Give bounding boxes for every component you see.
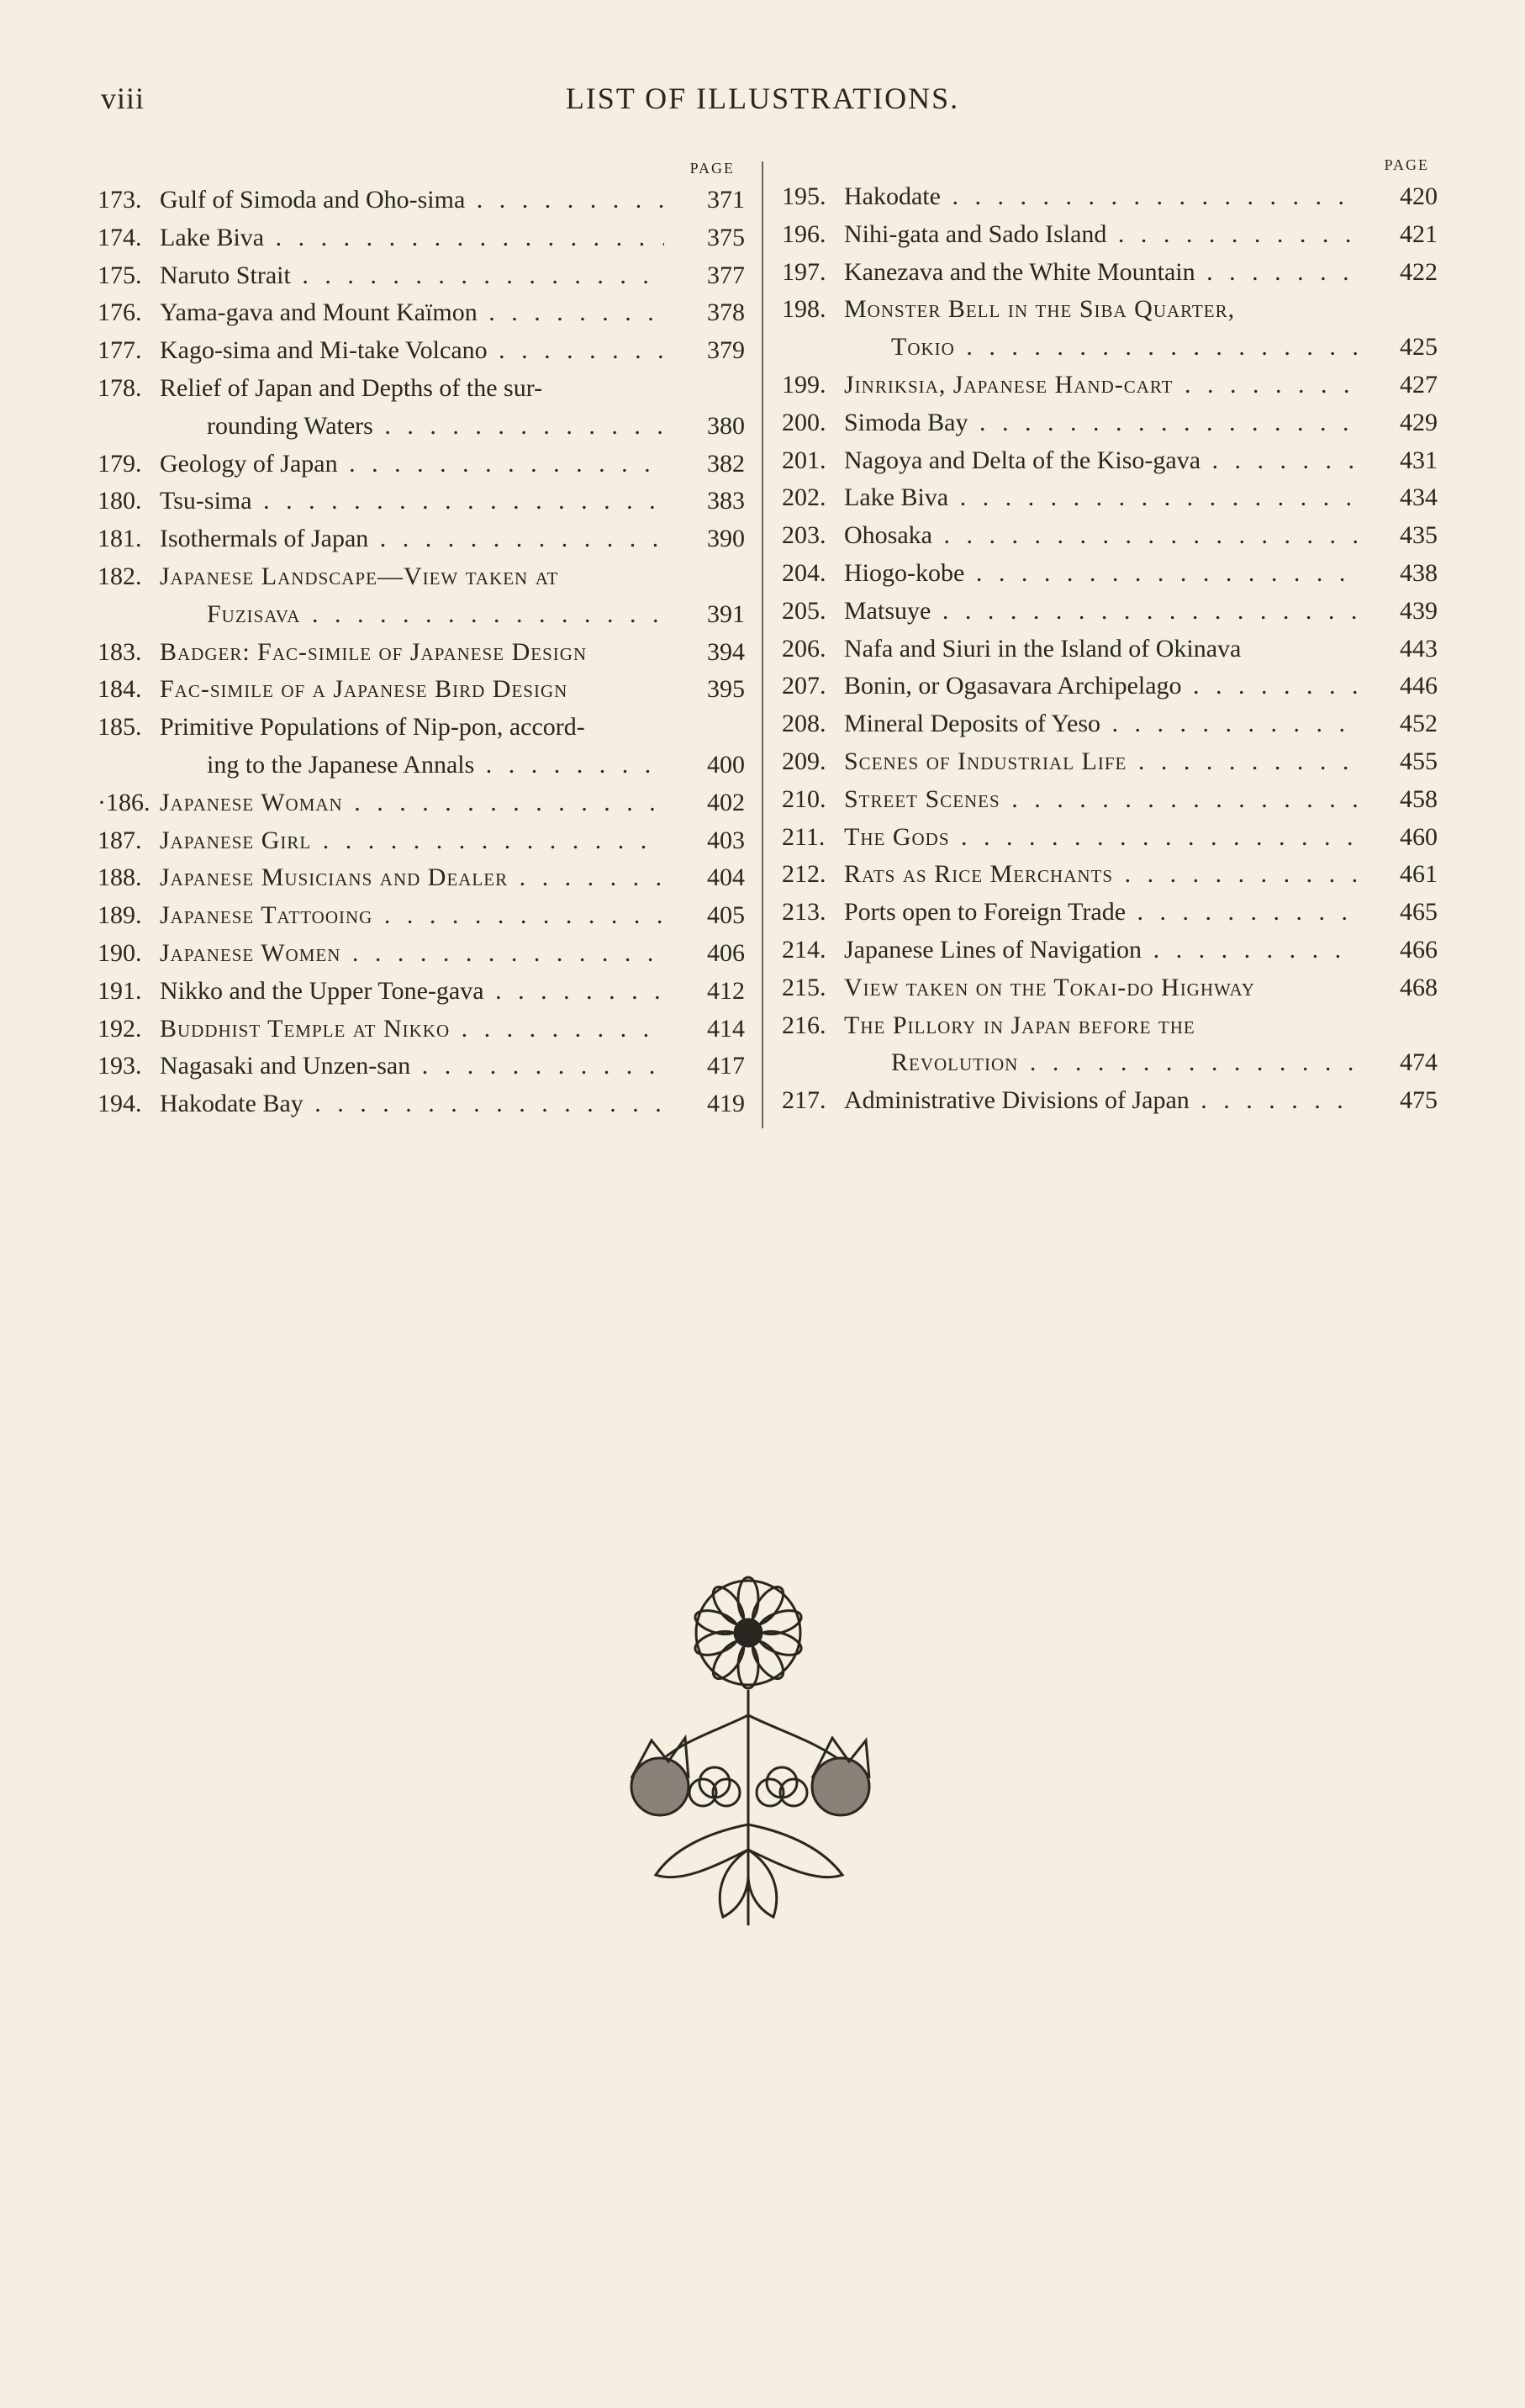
illustration-entry [98,219,745,257]
entry-page: 461 [1400,860,1438,889]
entry-number: 173. [98,186,142,214]
entry-number: 177. [98,336,142,365]
entry-page: 460 [1400,822,1438,851]
illustration-entry [98,370,745,446]
entry-title: Japanese Woman . . . [160,784,664,822]
illustration-entry [98,294,745,332]
illustration-entry [98,671,745,709]
entry-page: 404 [707,863,745,892]
entry-title-continued: Tokio . . . [891,329,1357,367]
entry-title: Japanese Musicians and Dealer . . . [160,859,664,897]
entry-number: 203. [782,521,826,550]
entry-title: Nafa and Siuri in the Island of Okinava [844,634,1242,663]
entry-number: 205. [782,596,826,625]
entry-page: 420 [1400,182,1438,210]
entry-title: Monster Bell in the Siba Quarter, [844,295,1236,324]
entry-title: View taken on the Tokai-do Highway [844,973,1255,1001]
entry-title-continued: Fuzisava . . . [207,596,664,634]
entry-number: 196. [782,219,826,248]
entry-page: 468 [1400,973,1438,1001]
entry-page: 452 [1400,710,1438,738]
entry-title: Nagasaki and Unzen-san . . . [160,1048,664,1085]
illustration-entry [782,216,1438,254]
entry-title: Japanese Lines of Navigation . . . [844,932,1357,969]
illustration-entry [782,593,1438,631]
entry-page: 402 [707,788,745,816]
illustration-entry [782,404,1438,442]
illustration-entry [782,932,1438,969]
illustration-entry [782,479,1438,517]
entry-number: 208. [782,710,826,738]
entry-number: 188. [98,863,142,892]
entry-title: Tsu-sima . . . [160,483,664,520]
entry-page: 412 [707,976,745,1005]
entry-number: 183. [98,637,142,666]
entry-title: Lake Biva . . . [160,219,664,257]
entry-title: Rats as Rice Merchants . . . [844,856,1357,894]
entry-page: 378 [707,298,745,327]
entry-page: 455 [1400,747,1438,775]
entry-number: 193. [98,1052,142,1080]
illustration-entry [98,1085,745,1123]
entry-number: 209. [782,747,826,775]
entry-number: 201. [782,446,826,474]
illustration-entry [98,446,745,483]
entry-title: Buddhist Temple at Nikko . . . [160,1011,664,1048]
entry-page: 435 [1400,521,1438,550]
illustration-entry [782,1007,1438,1083]
entry-page: 429 [1400,408,1438,436]
illustration-entry [98,1048,745,1085]
entry-title: Japanese Landscape—View taken at [160,562,559,590]
entry-page: 419 [707,1090,745,1118]
entry-page: 394 [707,637,745,666]
entry-number: 212. [782,860,826,889]
entry-number: 213. [782,898,826,927]
illustration-entry [98,973,745,1011]
illustration-entry [782,367,1438,404]
entry-page: 377 [707,261,745,289]
entry-title-continued: ing to the Japanese Annals . . . [207,747,664,784]
illustration-entry [782,743,1438,781]
entry-page: 475 [1400,1086,1438,1115]
illustration-list-right [782,156,1438,1120]
entry-number: 206. [782,634,826,663]
entry-number: 195. [782,182,826,210]
entry-page: 466 [1400,935,1438,964]
illustration-entry [782,631,1438,668]
entry-page: 446 [1400,672,1438,700]
entry-title: The Pillory in Japan before the [844,1011,1195,1039]
entry-page: 439 [1400,596,1438,625]
entry-number: 202. [782,483,826,512]
page-column-label: PAGE [689,160,735,177]
entry-title: Japanese Tattooing . . . [160,897,664,935]
entry-number: 194. [98,1090,142,1118]
entry-title: Simoda Bay . . . [844,404,1357,442]
entry-number: 199. [782,370,826,399]
entry-number: 200. [782,408,826,436]
page-number: viii [101,82,145,115]
illustration-entry [782,781,1438,819]
entry-title: Isothermals of Japan . . . [160,520,664,558]
illustration-entry [98,822,745,860]
entry-title: Bonin, or Ogasavara Archipelago . . . [844,668,1357,705]
illustration-entry [98,257,745,295]
entry-page: 391 [707,599,745,628]
entry-title: Mineral Deposits of Yeso . . . [844,705,1357,743]
illustration-entry [782,291,1438,367]
entry-number: ·186. [98,788,150,816]
entry-title-continued: rounding Waters . . . [207,408,664,446]
entry-page: 395 [707,675,745,704]
entry-page: 383 [707,487,745,515]
entry-title: The Gods . . . [844,819,1357,857]
entry-page: 422 [1400,257,1438,286]
entry-title-continued: Revolution . . . [891,1044,1357,1082]
entry-number: 214. [782,935,826,964]
illustration-entry [782,668,1438,705]
entry-number: 179. [98,449,142,478]
page-column-label: PAGE [1384,156,1429,173]
entry-title: Jinriksia, Japanese Hand-cart . . . [844,367,1357,404]
entry-title: Kago-sima and Mi-take Volcano . . . [160,332,664,370]
entry-page: 379 [707,336,745,365]
entry-page: 417 [707,1052,745,1080]
entry-number: 216. [782,1011,826,1039]
entry-title: Nihi-gata and Sado Island . . . [844,216,1357,254]
illustration-entry [98,483,745,520]
entry-number: 190. [98,938,142,967]
entry-title: Badger: Fac-simile of Japanese Design [160,637,588,666]
column-divider [762,161,763,1128]
entry-number: 187. [98,826,142,854]
entry-page: 458 [1400,784,1438,813]
entry-number: 174. [98,223,142,251]
illustration-entry [98,182,745,219]
entry-page: 375 [707,223,745,251]
entry-page: 465 [1400,898,1438,927]
illustration-entry [782,1082,1438,1120]
entry-number: 210. [782,784,826,813]
illustration-entry [782,517,1438,555]
entry-page: 438 [1400,558,1438,587]
entry-page: 400 [707,750,745,779]
entry-number: 192. [98,1014,142,1043]
illustration-entry [782,894,1438,932]
illustration-entry [782,969,1438,1007]
entry-page: 421 [1400,219,1438,248]
entry-title: Hakodate Bay . . . [160,1085,664,1123]
entry-number: 178. [98,373,142,402]
illustration-entry [782,254,1438,292]
entry-number: 215. [782,973,826,1001]
entry-title: Primitive Populations of Nip-pon, accord- [160,713,585,742]
entry-number: 182. [98,562,142,590]
entry-number: 176. [98,298,142,327]
entry-number: 185. [98,713,142,742]
entry-number: 211. [782,822,826,851]
entry-title: Lake Biva . . . [844,479,1357,517]
entry-page: 443 [1400,634,1438,663]
floral-ornament [622,1572,900,1934]
running-title: LIST OF ILLUSTRATIONS. [565,82,960,115]
illustration-entry [98,520,745,558]
entry-page: 474 [1400,1048,1438,1077]
entry-title: Kanezava and the White Mountain . . . [844,254,1357,292]
illustration-entry [782,178,1438,216]
entry-page: 371 [707,186,745,214]
entry-title: Ohosaka . . . [844,517,1357,555]
entry-page: 414 [707,1014,745,1043]
entry-page: 406 [707,938,745,967]
entry-title: Japanese Women . . . [160,935,664,973]
entry-title: Ports open to Foreign Trade . . . [844,894,1357,932]
illustration-entry [98,897,745,935]
entry-number: 204. [782,558,826,587]
entry-title: Yama-gava and Mount Kaïmon . . . [160,294,664,332]
illustration-entry [98,1011,745,1048]
entry-title: Administrative Divisions of Japan . . . [844,1082,1357,1120]
entry-title: Hiogo-kobe . . . [844,555,1357,593]
entry-page: 380 [707,411,745,440]
entry-number: 175. [98,261,142,289]
entry-title: Nikko and the Upper Tone-gava . . . [160,973,664,1011]
entry-title: Japanese Girl . . . [160,822,664,860]
illustration-entry [782,555,1438,593]
illustration-entry [98,784,745,822]
entry-page: 390 [707,525,745,553]
entry-title: Scenes of Industrial Life . . . [844,743,1357,781]
illustration-entry [782,705,1438,743]
entry-title: Naruto Strait . . . [160,257,664,295]
entry-title: Matsuye . . . [844,593,1357,631]
illustration-entry [98,709,745,784]
entry-number: 197. [782,257,826,286]
entry-number: 189. [98,901,142,930]
entry-page: 427 [1400,370,1438,399]
entry-title: Street Scenes . . . [844,781,1357,819]
entry-page: 431 [1400,446,1438,474]
entry-title: Hakodate . . . [844,178,1357,216]
illustration-entry [98,332,745,370]
entry-number: 184. [98,675,142,704]
illustration-entry [782,819,1438,857]
entry-page: 382 [707,449,745,478]
illustration-entry [98,935,745,973]
entry-number: 191. [98,976,142,1005]
entry-number: 198. [782,295,826,324]
entry-number: 217. [782,1086,826,1115]
entry-number: 181. [98,525,142,553]
illustration-entry [98,859,745,897]
entry-page: 405 [707,901,745,930]
entry-page: 434 [1400,483,1438,512]
illustration-entry [782,856,1438,894]
illustration-entry [98,558,745,634]
entry-number: 207. [782,672,826,700]
entry-page: 403 [707,826,745,854]
entry-title: Geology of Japan . . . [160,446,664,483]
entry-title: Gulf of Simoda and Oho-sima . . . [160,182,664,219]
entry-title: Nagoya and Delta of the Kiso-gava . . . [844,442,1357,480]
entry-page: 425 [1400,333,1438,362]
illustration-entry [782,442,1438,480]
entry-title: Relief of Japan and Depths of the sur- [160,373,543,402]
entry-number: 180. [98,487,142,515]
illustration-entry [98,634,745,672]
entry-title: Fac-simile of a Japanese Bird Design [160,675,568,704]
illustration-list-left [98,160,745,1123]
